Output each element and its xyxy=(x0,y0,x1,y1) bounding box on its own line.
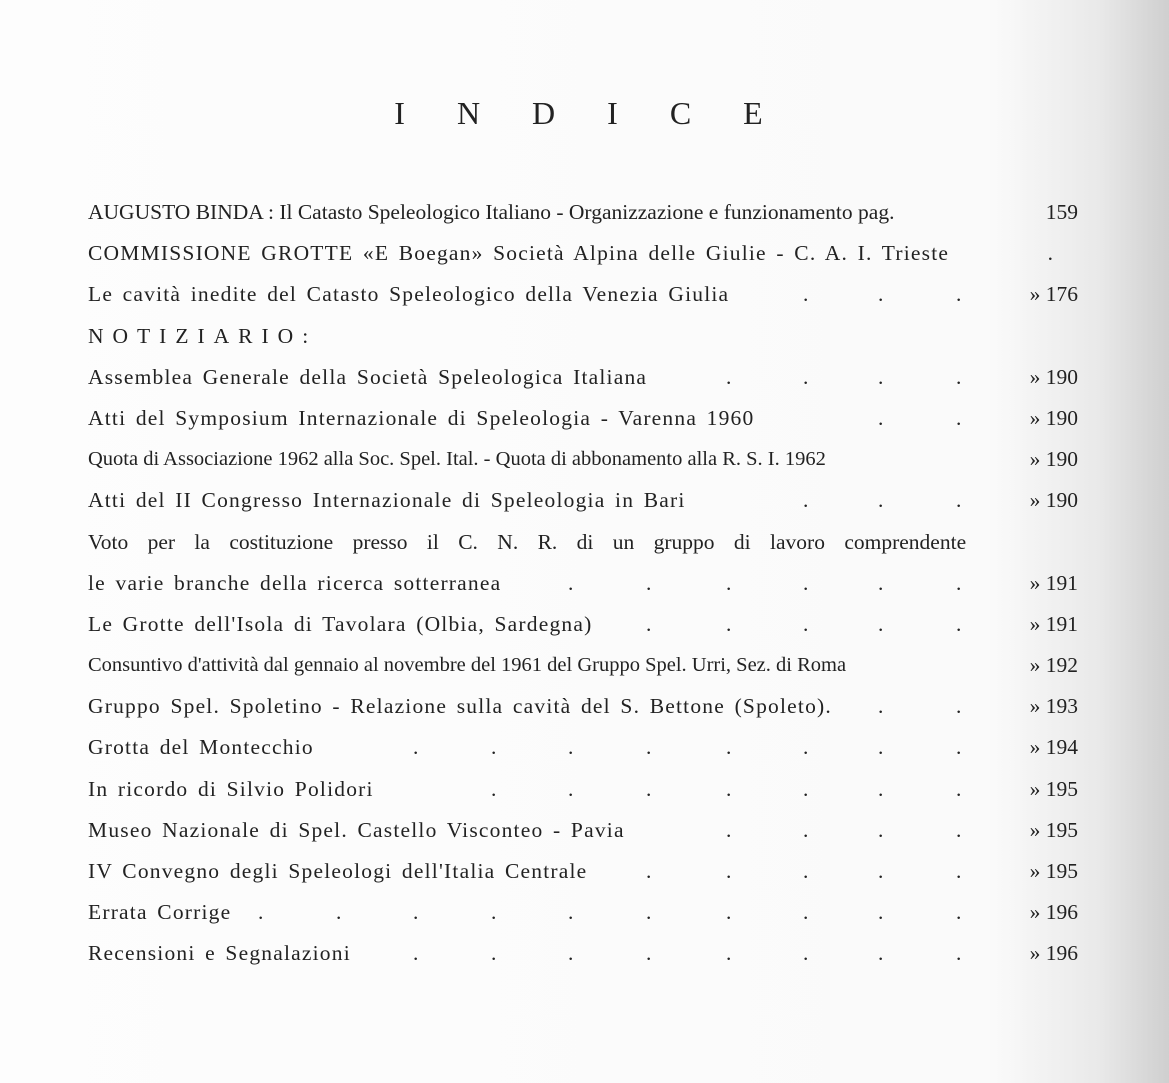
toc-entry xyxy=(83,769,1083,810)
leader-dots: . . . . . xyxy=(646,859,962,883)
toc-entry xyxy=(83,233,1083,274)
toc-entry-page: » 195 xyxy=(1029,817,1078,842)
toc-entry-title: In ricordo di Silvio Polidori xyxy=(88,776,374,801)
toc-entry-title: Assemblea Generale della Società Speleologica Italiana xyxy=(88,364,648,389)
toc-list xyxy=(83,192,1083,975)
toc-entry-page: » 193 xyxy=(1029,694,1078,719)
leader-dots: . . . . . xyxy=(646,611,962,636)
section-heading-notiziario: NOTIZIARIO: xyxy=(88,323,318,348)
leader-dots: . . xyxy=(878,405,962,430)
leader-dots: . . . . . . . . . . xyxy=(258,900,962,925)
toc-entry-title: Grotta del Montecchio xyxy=(88,735,314,760)
toc-entry-page: » 195 xyxy=(1029,859,1078,883)
toc-entry-title: Atti del II Congresso Internazionale di Speleologia in Bari xyxy=(88,488,686,513)
leader-dots: . . xyxy=(878,694,962,719)
toc-entry-page: » 190 xyxy=(1029,488,1078,513)
leader-dots: . . . . . . . xyxy=(491,776,962,801)
toc-entry xyxy=(83,604,1083,645)
toc-entry-title: Le cavità inedite del Catasto Speleologico della Venezia Giulia xyxy=(88,282,730,307)
toc-entry-title: Quota di Associazione 1962 alla Soc. Spel. Ital. - Quota di abbonamento alla R. S. I. 1962 xyxy=(88,448,826,471)
toc-entry xyxy=(83,480,1083,521)
leader-dots: . . . xyxy=(803,488,962,513)
toc-entry-page: » 196 xyxy=(1029,900,1078,925)
toc-entry-page: 159 xyxy=(1045,200,1078,224)
toc-entry xyxy=(83,563,1083,604)
toc-entry xyxy=(83,522,1083,563)
toc-entry-page: » 195 xyxy=(1029,776,1078,801)
toc-entry xyxy=(83,645,1083,686)
toc-entry-page: . xyxy=(1047,241,1053,266)
toc-entry xyxy=(83,398,1083,439)
index-title: I N D I C E xyxy=(394,95,785,131)
leader-dots: . . . . . . . . xyxy=(413,735,962,760)
toc-entry xyxy=(83,686,1083,727)
toc-entry xyxy=(83,892,1083,933)
toc-entry-title: Atti del Symposium Internazionale di Speleologia - Varenna 1960 xyxy=(88,405,755,430)
toc-entry xyxy=(83,727,1083,768)
toc-entry xyxy=(83,439,1083,480)
toc-entry-title: AUGUSTO BINDA : Il Catasto Speleologico Italiano - Organizzazione e funzionamento pag. xyxy=(88,200,895,224)
toc-entry-page: » 190 xyxy=(1029,364,1078,389)
toc-entry-title: Consuntivo d'attività dal gennaio al novembre del 1961 del Gruppo Spel. Urri, Sez. di Roma xyxy=(88,654,847,677)
leader-dots: . . . . xyxy=(726,817,962,842)
toc-entry-page: » 191 xyxy=(1029,611,1078,636)
toc-entry-title: Recensioni e Segnalazioni xyxy=(88,941,351,966)
leader-dots: . . . . . . . . xyxy=(413,941,962,966)
toc-entry-page: » 190 xyxy=(1029,447,1078,472)
toc-entry-page: » 194 xyxy=(1029,735,1078,760)
toc-entry-page: » 190 xyxy=(1029,405,1078,430)
toc-entry-title: Errata Corrige xyxy=(88,900,232,925)
toc-entry xyxy=(83,192,1083,233)
toc-entry-title: le varie branche della ricerca sotterranea xyxy=(88,570,502,595)
toc-entry-title: COMMISSIONE GROTTE «E Boegan» Società Alpina delle Giulie - C. A. I. Trieste xyxy=(88,241,950,266)
toc-entry-page: » 196 xyxy=(1029,941,1078,966)
toc-entry-page: » 192 xyxy=(1029,653,1078,678)
toc-entry-title: Le Grotte dell'Isola di Tavolara (Olbia, Sardegna) xyxy=(88,611,593,636)
toc-section-heading xyxy=(83,316,1083,357)
leader-dots: . . . . . . xyxy=(568,570,962,595)
toc-entry-title: Voto per la costituzione presso il C. N. R. di un gruppo di lavoro comprendente xyxy=(88,529,967,554)
leader-dots: . . . xyxy=(803,282,962,307)
toc-entry-page: » 176 xyxy=(1029,282,1078,307)
toc-entry-title: IV Convegno degli Speleologi dell'Italia Centrale xyxy=(88,859,588,883)
toc-entry-title: Gruppo Spel. Spoletino - Relazione sulla cavità del S. Bettone (Spoleto). xyxy=(88,694,832,719)
toc-entry-title: Museo Nazionale di Spel. Castello Visconteo - Pavia xyxy=(88,817,625,842)
toc-entry xyxy=(83,933,1083,974)
toc-entry xyxy=(83,357,1083,398)
toc-entry xyxy=(83,274,1083,315)
leader-dots: . . . . xyxy=(726,364,962,389)
toc-entry xyxy=(83,851,1083,892)
toc-entry xyxy=(83,810,1083,851)
toc-entry-page: » 191 xyxy=(1029,570,1078,595)
